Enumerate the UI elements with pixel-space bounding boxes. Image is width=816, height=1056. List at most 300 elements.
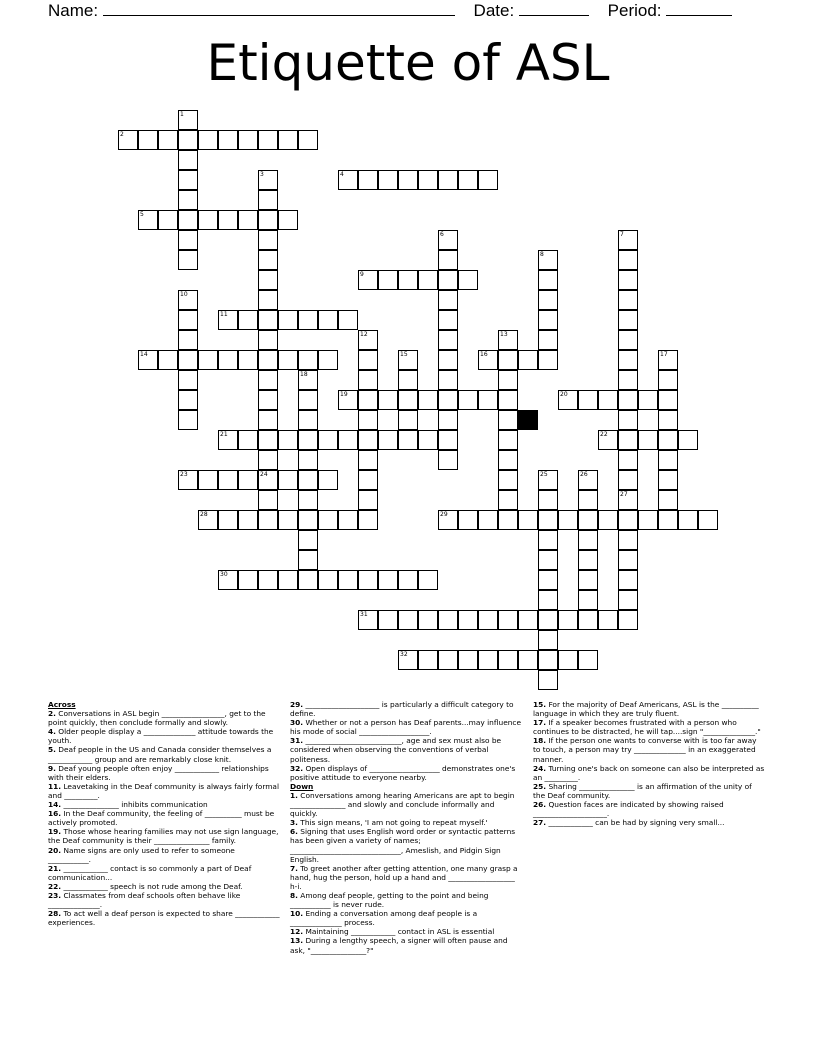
grid-cell[interactable] xyxy=(298,430,318,450)
grid-cell[interactable] xyxy=(358,510,378,530)
grid-cell[interactable] xyxy=(258,230,278,250)
grid-cell[interactable] xyxy=(418,570,438,590)
grid-cell[interactable] xyxy=(158,130,178,150)
grid-cell[interactable] xyxy=(298,550,318,570)
grid-cell[interactable] xyxy=(598,510,618,530)
period-blank[interactable] xyxy=(666,1,732,16)
grid-cell[interactable] xyxy=(478,170,498,190)
grid-cell[interactable] xyxy=(178,310,198,330)
grid-cell[interactable] xyxy=(618,270,638,290)
clue-text xyxy=(290,891,522,909)
grid-cell[interactable] xyxy=(258,190,278,210)
grid-cell[interactable] xyxy=(398,170,418,190)
grid-cell[interactable] xyxy=(538,330,558,350)
clue-number: 29 xyxy=(440,511,448,518)
grid-cell[interactable] xyxy=(618,250,638,270)
grid-cell[interactable] xyxy=(458,390,478,410)
clue-text-body: Sharing _______________ is an affirmation of the unity of the Deaf community. xyxy=(533,781,752,800)
grid-cell[interactable] xyxy=(638,390,658,410)
clue-text xyxy=(48,846,280,864)
grid-cell[interactable] xyxy=(538,670,558,690)
grid-cell[interactable] xyxy=(258,210,278,230)
clue-number: 23 xyxy=(180,471,188,478)
clue-column-2 xyxy=(290,700,522,955)
clue-text xyxy=(290,927,522,936)
grid-cell[interactable] xyxy=(258,370,278,390)
grid-cell[interactable] xyxy=(178,170,198,190)
clue-number: 1 xyxy=(180,111,184,118)
grid-cell[interactable] xyxy=(238,210,258,230)
grid-cell[interactable] xyxy=(358,390,378,410)
clue-text-number: 30. xyxy=(290,718,304,728)
clue-number: 18 xyxy=(300,371,308,378)
grid-cell[interactable] xyxy=(498,350,518,370)
grid-cell[interactable] xyxy=(358,370,378,390)
grid-cell[interactable] xyxy=(478,650,498,670)
grid-cell[interactable] xyxy=(438,290,458,310)
grid-cell[interactable] xyxy=(618,430,638,450)
grid-cell[interactable] xyxy=(398,270,418,290)
grid-cell[interactable] xyxy=(638,430,658,450)
clue-text-body: If a speaker becomes frustrated with a person who continues to be distracted, he will tap....sign "______________." xyxy=(533,718,761,737)
grid-cell[interactable] xyxy=(438,410,458,430)
clue-text-number: 3. xyxy=(290,818,298,828)
grid-cell[interactable] xyxy=(378,610,398,630)
date-blank[interactable] xyxy=(519,1,589,16)
grid-cell[interactable] xyxy=(658,370,678,390)
grid-cell[interactable] xyxy=(298,390,318,410)
grid-cell[interactable] xyxy=(318,350,338,370)
grid-cell[interactable] xyxy=(318,310,338,330)
grid-cell[interactable] xyxy=(198,470,218,490)
grid-cell[interactable] xyxy=(638,510,658,530)
grid-cell[interactable] xyxy=(658,390,678,410)
grid-cell[interactable] xyxy=(398,370,418,390)
student-info-line xyxy=(48,0,788,22)
grid-cell[interactable] xyxy=(538,630,558,650)
clue-text-body: ____________________ is particularly a difficult category to define. xyxy=(290,700,514,719)
grid-cell[interactable] xyxy=(358,410,378,430)
name-label: Name: xyxy=(48,1,99,20)
down-heading: Down xyxy=(290,781,314,791)
grid-cell[interactable] xyxy=(218,350,238,370)
grid-cell[interactable] xyxy=(578,550,598,570)
grid-cell[interactable] xyxy=(298,130,318,150)
grid-cell[interactable] xyxy=(538,530,558,550)
clue-text xyxy=(48,745,280,763)
grid-cell[interactable] xyxy=(498,410,518,430)
grid-cell[interactable] xyxy=(418,610,438,630)
grid-cell[interactable] xyxy=(198,130,218,150)
grid-cell[interactable] xyxy=(298,450,318,470)
grid-cell[interactable] xyxy=(478,390,498,410)
grid-cell[interactable] xyxy=(178,230,198,250)
clue-number: 17 xyxy=(660,351,668,358)
clue-text xyxy=(48,891,280,909)
clue-text-number: 5. xyxy=(48,745,56,755)
grid-cell[interactable] xyxy=(218,510,238,530)
clue-text-body: Older people display a ______________ attitude towards the youth. xyxy=(48,727,274,746)
grid-cell[interactable] xyxy=(618,570,638,590)
grid-cell[interactable] xyxy=(238,310,258,330)
grid-cell[interactable] xyxy=(618,310,638,330)
grid-cell[interactable] xyxy=(378,430,398,450)
clue-text-number: 6. xyxy=(290,827,298,837)
grid-cell[interactable] xyxy=(278,210,298,230)
clue-text-body: During a lengthy speech, a signer will often pause and ask, "_______________?" xyxy=(290,936,508,955)
clue-text-number: 10. xyxy=(290,909,304,919)
grid-cell[interactable] xyxy=(498,470,518,490)
grid-cell[interactable] xyxy=(178,190,198,210)
grid-cell[interactable] xyxy=(298,570,318,590)
grid-cell[interactable] xyxy=(178,130,198,150)
grid-cell[interactable] xyxy=(518,350,538,370)
grid-cell[interactable] xyxy=(658,490,678,510)
grid-cell[interactable] xyxy=(658,510,678,530)
grid-cell[interactable] xyxy=(578,490,598,510)
grid-cell[interactable] xyxy=(618,450,638,470)
clue-text xyxy=(290,718,522,736)
grid-cell[interactable] xyxy=(378,570,398,590)
grid-cell[interactable] xyxy=(538,270,558,290)
grid-cell[interactable] xyxy=(538,650,558,670)
grid-cell[interactable] xyxy=(238,510,258,530)
grid-cell[interactable] xyxy=(338,310,358,330)
grid-cell[interactable] xyxy=(558,610,578,630)
clue-number: 20 xyxy=(560,391,568,398)
grid-cell[interactable] xyxy=(378,390,398,410)
grid-cell[interactable] xyxy=(318,510,338,530)
clue-number: 7 xyxy=(620,231,624,238)
clue-text xyxy=(290,818,522,827)
clue-text-number: 13. xyxy=(290,936,304,946)
clue-text xyxy=(533,764,765,782)
grid-cell[interactable] xyxy=(358,170,378,190)
grid-cell[interactable] xyxy=(438,650,458,670)
grid-cell[interactable] xyxy=(218,130,238,150)
grid-cell[interactable] xyxy=(258,270,278,290)
clue-column-1 xyxy=(48,700,280,927)
grid-cell[interactable] xyxy=(618,550,638,570)
grid-cell[interactable] xyxy=(358,570,378,590)
clue-text-number: 16. xyxy=(48,809,62,819)
grid-cell[interactable] xyxy=(318,470,338,490)
grid-cell[interactable] xyxy=(378,270,398,290)
clue-number: 21 xyxy=(220,431,228,438)
grid-cell[interactable] xyxy=(618,350,638,370)
grid-cell[interactable] xyxy=(618,610,638,630)
grid-cell[interactable] xyxy=(298,470,318,490)
grid-cell[interactable] xyxy=(358,490,378,510)
grid-cell[interactable] xyxy=(558,510,578,530)
grid-cell[interactable] xyxy=(538,350,558,370)
clue-text-body: Leavetaking in the Deaf community is always fairly formal and _________. xyxy=(48,781,280,800)
grid-cell[interactable] xyxy=(618,330,638,350)
grid-cell[interactable] xyxy=(258,410,278,430)
clue-number: 22 xyxy=(600,431,608,438)
grid-cell[interactable] xyxy=(238,430,258,450)
grid-cell[interactable] xyxy=(278,310,298,330)
grid-cell[interactable] xyxy=(318,430,338,450)
grid-cell[interactable] xyxy=(578,590,598,610)
grid-cell[interactable] xyxy=(258,290,278,310)
grid-cell[interactable] xyxy=(438,310,458,330)
grid-cell[interactable] xyxy=(618,470,638,490)
clue-text-number: 7. xyxy=(290,863,298,873)
grid-cell[interactable] xyxy=(338,570,358,590)
grid-cell[interactable] xyxy=(498,610,518,630)
grid-cell[interactable] xyxy=(578,570,598,590)
clue-column-3 xyxy=(533,700,765,827)
clue-text-number: 24. xyxy=(533,763,547,773)
clue-text-body: Conversations in ASL begin _________________, get to the point quickly, then conclude formally and slowly. xyxy=(48,709,266,728)
clue-text-body: Whether or not a person has Deaf parents...may influence his mode of social ___________________. xyxy=(290,718,522,737)
clue-text-number: 25. xyxy=(533,781,547,791)
grid-cell[interactable] xyxy=(438,450,458,470)
clue-text xyxy=(290,909,522,927)
clue-text xyxy=(48,864,280,882)
clue-text-body: Classmates from deaf schools often behave like ______________. xyxy=(48,890,241,910)
grid-cell[interactable] xyxy=(518,510,538,530)
grid-cell[interactable] xyxy=(338,430,358,450)
grid-cell[interactable] xyxy=(378,170,398,190)
grid-cell[interactable] xyxy=(258,450,278,470)
grid-cell[interactable] xyxy=(358,350,378,370)
clue-number: 15 xyxy=(400,351,408,358)
grid-cell[interactable] xyxy=(658,450,678,470)
clue-number: 4 xyxy=(340,171,344,178)
grid-cell[interactable] xyxy=(438,330,458,350)
grid-cell[interactable] xyxy=(358,450,378,470)
grid-cell[interactable] xyxy=(398,410,418,430)
grid-cell[interactable] xyxy=(458,610,478,630)
grid-cell[interactable] xyxy=(178,250,198,270)
grid-cell[interactable] xyxy=(518,650,538,670)
grid-cell[interactable] xyxy=(318,570,338,590)
grid-cell[interactable] xyxy=(658,430,678,450)
grid-cell[interactable] xyxy=(438,350,458,370)
grid-cell[interactable] xyxy=(698,510,718,530)
grid-cell[interactable] xyxy=(158,350,178,370)
grid-cell[interactable] xyxy=(598,610,618,630)
grid-cell[interactable] xyxy=(398,390,418,410)
grid-cell[interactable] xyxy=(438,390,458,410)
grid-cell[interactable] xyxy=(218,210,238,230)
grid-cell[interactable] xyxy=(498,430,518,450)
clue-text-body: _______________ inhibits communication xyxy=(61,800,208,810)
grid-cell[interactable] xyxy=(578,610,598,630)
clue-text-number: 28. xyxy=(48,909,62,919)
clue-number: 5 xyxy=(140,211,144,218)
grid-cell[interactable] xyxy=(238,470,258,490)
clue-text xyxy=(533,700,765,718)
clue-number: 12 xyxy=(360,331,368,338)
grid-cell[interactable] xyxy=(298,490,318,510)
grid-cell[interactable] xyxy=(618,590,638,610)
grid-cell[interactable] xyxy=(258,310,278,330)
grid-cell[interactable] xyxy=(278,510,298,530)
grid-cell[interactable] xyxy=(278,350,298,370)
grid-cell[interactable] xyxy=(238,130,258,150)
grid-cell[interactable] xyxy=(538,510,558,530)
clue-number: 11 xyxy=(220,311,228,318)
grid-cell[interactable] xyxy=(418,430,438,450)
grid-cell[interactable] xyxy=(358,430,378,450)
grid-cell[interactable] xyxy=(178,150,198,170)
clue-text xyxy=(48,764,280,782)
clue-text-body: This sign means, 'I am not going to repeat myself.' xyxy=(297,818,488,828)
grid-cell[interactable] xyxy=(298,310,318,330)
clue-text-body: To act well a deaf person is expected to share ____________ experiences. xyxy=(48,909,280,928)
grid-cell[interactable] xyxy=(258,130,278,150)
grid-cell[interactable] xyxy=(178,390,198,410)
clue-text xyxy=(290,736,522,763)
grid-cell[interactable] xyxy=(538,590,558,610)
grid-cell[interactable] xyxy=(458,270,478,290)
grid-cell[interactable] xyxy=(538,310,558,330)
grid-cell[interactable] xyxy=(438,270,458,290)
grid-cell[interactable] xyxy=(538,290,558,310)
grid-cell[interactable] xyxy=(458,510,478,530)
clue-text-body: Ending a conversation among deaf people is a ______________ process. xyxy=(290,909,478,928)
grid-cell[interactable] xyxy=(438,370,458,390)
period-label: Period: xyxy=(607,1,662,20)
grid-cell[interactable] xyxy=(438,250,458,270)
grid-cell[interactable] xyxy=(498,370,518,390)
grid-cell[interactable] xyxy=(358,470,378,490)
grid-cell[interactable] xyxy=(258,430,278,450)
grid-cell[interactable] xyxy=(258,250,278,270)
grid-cell[interactable] xyxy=(178,210,198,230)
grid-cell[interactable] xyxy=(398,430,418,450)
clue-text-number: 27. xyxy=(533,818,547,828)
clue-text-body: Signing that uses English word order or syntactic patterns has been given a variety of names; ______________________________, Ameslish, and Pidgin Sign English. xyxy=(290,827,516,864)
grid-cell[interactable] xyxy=(618,510,638,530)
clue-text xyxy=(48,800,280,809)
grid-cell[interactable] xyxy=(658,470,678,490)
clue-number: 16 xyxy=(480,351,488,358)
grid-cell[interactable] xyxy=(298,410,318,430)
grid-cell[interactable] xyxy=(498,510,518,530)
grid-cell[interactable] xyxy=(618,530,638,550)
grid-cell[interactable] xyxy=(138,130,158,150)
grid-cell[interactable] xyxy=(538,490,558,510)
grid-cell[interactable] xyxy=(538,550,558,570)
grid-cell[interactable] xyxy=(618,390,638,410)
grid-cell[interactable] xyxy=(678,510,698,530)
grid-cell[interactable] xyxy=(598,390,618,410)
clue-text xyxy=(533,718,765,736)
grid-cell[interactable] xyxy=(618,410,638,430)
grid-cell[interactable] xyxy=(578,530,598,550)
grid-cell[interactable] xyxy=(458,650,478,670)
clue-number: 13 xyxy=(500,331,508,338)
grid-cell[interactable] xyxy=(278,130,298,150)
grid-cell[interactable] xyxy=(418,170,438,190)
grid-cell[interactable] xyxy=(498,450,518,470)
grid-cell[interactable] xyxy=(258,510,278,530)
grid-cell[interactable] xyxy=(278,470,298,490)
grid-cell[interactable] xyxy=(258,390,278,410)
clue-number: 28 xyxy=(200,511,208,518)
grid-cell[interactable] xyxy=(438,610,458,630)
grid-cell[interactable] xyxy=(558,650,578,670)
grid-cell[interactable] xyxy=(298,510,318,530)
grid-cell[interactable] xyxy=(198,210,218,230)
grid-cell[interactable] xyxy=(498,490,518,510)
grid-cell[interactable] xyxy=(658,410,678,430)
grid-cell[interactable] xyxy=(498,650,518,670)
clue-text-body: Turning one's back on someone can also be interpreted as an _________. xyxy=(533,763,765,782)
grid-cell[interactable] xyxy=(218,470,238,490)
grid-cell[interactable] xyxy=(278,430,298,450)
grid-cell[interactable] xyxy=(258,570,278,590)
grid-cell[interactable] xyxy=(258,330,278,350)
grid-cell[interactable] xyxy=(578,650,598,670)
grid-cell[interactable] xyxy=(478,610,498,630)
grid-cell[interactable] xyxy=(238,350,258,370)
name-blank[interactable] xyxy=(103,1,455,16)
grid-cell[interactable] xyxy=(678,430,698,450)
grid-cell[interactable] xyxy=(478,510,498,530)
grid-cell[interactable] xyxy=(438,430,458,450)
grid-cell[interactable] xyxy=(538,610,558,630)
grid-cell[interactable] xyxy=(618,370,638,390)
grid-cell[interactable] xyxy=(578,510,598,530)
black-square xyxy=(518,410,538,430)
clue-text-number: 9. xyxy=(48,763,56,773)
grid-cell[interactable] xyxy=(618,290,638,310)
grid-cell[interactable] xyxy=(258,350,278,370)
clue-text-number: 23. xyxy=(48,890,62,900)
grid-cell[interactable] xyxy=(338,510,358,530)
grid-cell[interactable] xyxy=(458,170,478,190)
grid-cell[interactable] xyxy=(178,370,198,390)
clue-text-number: 31. xyxy=(290,736,304,746)
clue-text-number: 17. xyxy=(533,718,547,728)
grid-cell[interactable] xyxy=(418,650,438,670)
clue-text xyxy=(290,936,522,954)
grid-cell[interactable] xyxy=(278,570,298,590)
grid-cell[interactable] xyxy=(498,390,518,410)
grid-cell[interactable] xyxy=(178,330,198,350)
grid-cell[interactable] xyxy=(398,610,418,630)
grid-cell[interactable] xyxy=(538,570,558,590)
clue-text-body: Open displays of ___________________ demonstrates one's positive attitude to everyone nearby. xyxy=(290,763,516,782)
grid-cell[interactable] xyxy=(418,270,438,290)
clue-text-number: 21. xyxy=(48,863,62,873)
grid-cell[interactable] xyxy=(198,350,218,370)
grid-cell[interactable] xyxy=(158,210,178,230)
grid-cell[interactable] xyxy=(298,530,318,550)
clue-text xyxy=(290,791,522,818)
grid-cell[interactable] xyxy=(298,350,318,370)
grid-cell[interactable] xyxy=(258,490,278,510)
clue-text-number: 29. xyxy=(290,700,304,709)
grid-cell[interactable] xyxy=(438,170,458,190)
grid-cell[interactable] xyxy=(178,410,198,430)
grid-cell[interactable] xyxy=(178,350,198,370)
grid-cell[interactable] xyxy=(578,390,598,410)
clue-text-body: __________________________, age and sex must also be considered when observing the conventions of verbal politeness. xyxy=(290,736,502,764)
grid-cell[interactable] xyxy=(398,570,418,590)
clue-text-body: To greet another after getting attention, one many grasp a hand, hug the person, hold up a hand and __________________ h-i. xyxy=(290,863,518,891)
grid-cell[interactable] xyxy=(518,610,538,630)
grid-cell[interactable] xyxy=(238,570,258,590)
clue-text-body: Maintaining ____________ contact in ASL is essential xyxy=(303,927,495,937)
clue-text-number: 2. xyxy=(48,709,56,719)
grid-cell[interactable] xyxy=(418,390,438,410)
